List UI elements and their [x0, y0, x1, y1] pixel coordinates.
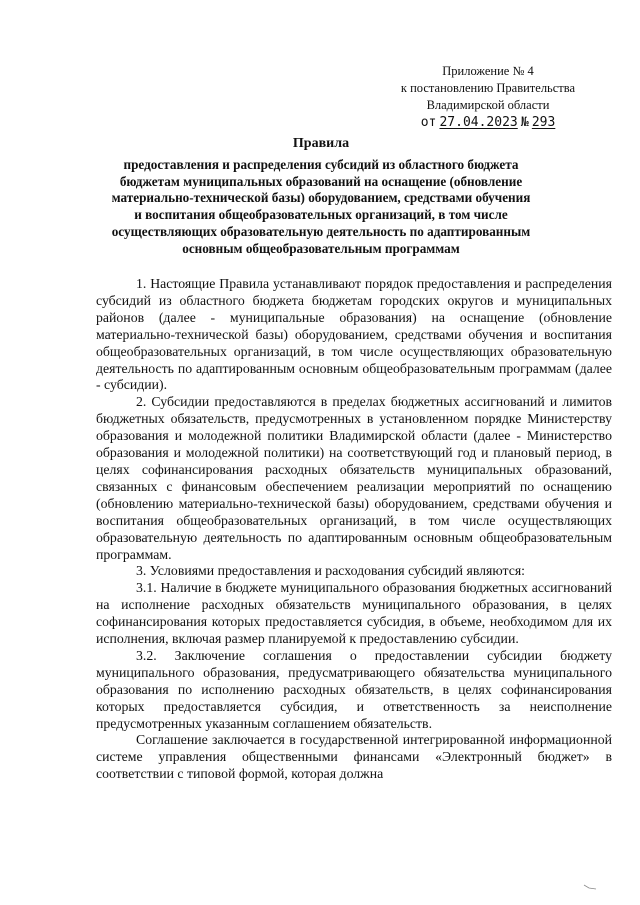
paragraph-3-2: 3.2. Заключение соглашения о предоставлении субсидии бюджету муниципального образования, предусматривающего обязательства муниципального образования по исполнению расходных обязательств, в целях софинансирования которых предоставляется субсидия, и ответственность за неисполнение предусмотренных указанным соглашением обязательств.	[96, 647, 612, 731]
paragraph-agreement: Соглашение заключается в государственной интегрированной информационной системе управления общественными финансами «Электронный бюджет» в соответствии с типовой формой, которая должна	[96, 732, 612, 782]
pen-mark	[583, 884, 597, 890]
appendix-region: Владимирской области	[426, 98, 550, 112]
document-title	[90, 136, 552, 258]
appendix-header	[388, 63, 588, 131]
title-line: осуществляющих образовательную деятельность по адаптированным	[111, 223, 531, 239]
appendix-decree-ref: к постановлению Правительства	[400, 81, 576, 95]
decree-number: 293	[531, 115, 556, 130]
paragraph-3: 3. Условиями предоставления и расходования субсидий являются:	[136, 563, 526, 579]
title-line: и воспитания общеобразовательных организаций, в том числе	[134, 207, 508, 223]
title-line: предоставления и распределения субсидий из областного бюджета	[123, 156, 519, 172]
paragraph-3-1: 3.1. Наличие в бюджете муниципального образования бюджетных ассигнований на исполнение расходных обязательств муниципального образования, в целях софинансирования которых предоставляется субсидия, в объеме, необходимом для их исполнения, включая размер планируемой к предоставлению субсидии.	[96, 580, 612, 647]
title-line: материально-технической базы) оборудованием, средствами обучения	[111, 190, 531, 206]
decree-date: 27.04.2023	[439, 115, 518, 130]
title-line: бюджетам муниципальных образований на оснащение (обновление	[119, 173, 523, 189]
paragraph-1: 1. Настоящие Правила устанавливают порядок предоставления и распределения субсидий из областного бюджета бюджетам городских округов и муниципальных районов (далее - муниципальные образования) на оснащение (обновление материально-технической базы) оборудованием, средствами обучения и воспитания общеобразовательных организаций, в том числе осуществляющих образовательную деятельность по адаптированным основным общеобразовательным программам (далее - субсидии).	[96, 276, 612, 393]
date-prefix: от	[420, 115, 437, 130]
title-heading: Правила	[292, 136, 350, 151]
document-body	[96, 276, 612, 783]
title-line: основным общеобразовательным программам	[182, 240, 460, 256]
number-prefix: №	[520, 115, 529, 130]
appendix-number: Приложение № 4	[442, 64, 534, 78]
paragraph-2: 2. Субсидии предоставляются в пределах бюджетных ассигнований и лимитов бюджетных обязательств, предусмотренных в установленном порядке Министерству образования и молодежной политики Владимирской области (далее - Министерство образования и молодежной политики) на соответствующий год и плановый период, в целях софинансирования расходных обязательств муниципальных образований, связанных с финансовым обеспечением реализации мероприятий по оснащению (обновлению материально-технической базы) оборудованием, средствами обучения и воспитания общеобразовательных организаций, в том числе осуществляющих образовательную деятельность по адаптированным основным общеобразовательным программам.	[96, 394, 612, 562]
appendix-date-row	[388, 114, 588, 131]
